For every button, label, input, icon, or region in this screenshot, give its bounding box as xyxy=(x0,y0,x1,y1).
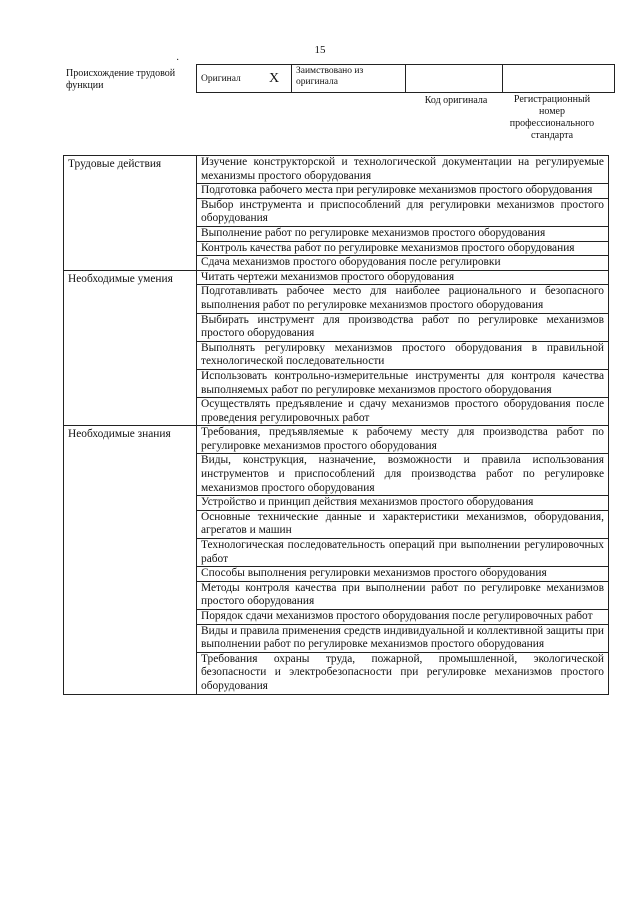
borrowed-cell: Заимствовано из оригинала xyxy=(292,65,406,93)
section-item: Порядок сдачи механизмов простого оборудования после регулировочных работ xyxy=(197,610,609,625)
section-item: Методы контроля качества при выполнении работ по регулировке механизмов простого оборудования xyxy=(197,581,609,609)
table-row xyxy=(64,270,609,285)
origin-label: Происхождение трудовой функции xyxy=(66,68,176,91)
section-item: Технологическая последовательность операций при выполнении регулировочных работ xyxy=(197,539,609,567)
section-item: Контроль качества работ по регулировке механизмов простого оборудования xyxy=(197,241,609,256)
section-item: Читать чертежи механизмов простого оборудования xyxy=(197,270,609,285)
section-item: Устройство и принцип действия механизмов простого оборудования xyxy=(197,496,609,511)
section-item: Подготовка рабочего места при регулировке механизмов простого оборудования xyxy=(197,184,609,199)
table-row xyxy=(64,156,609,184)
section-item: Выполнение работ по регулировке механизмов простого оборудования xyxy=(197,226,609,241)
section-item: Использовать контрольно-измерительные инструменты для контроля качества выполняемых работ по регулировке механизмов простого оборудования xyxy=(197,369,609,397)
section-item: Основные технические данные и характеристики механизмов, оборудования, агрегатов и машин xyxy=(197,510,609,538)
section-item: Выполнять регулировку механизмов простого оборудования в правильной технологической последовательности xyxy=(197,341,609,369)
section-item: Подготавливать рабочее место для наиболее рационального и безопасного выполнения работ по регулировке механизмов простого оборудования xyxy=(197,285,609,313)
origin-table xyxy=(196,64,615,93)
section-item: Выбор инструмента и приспособлений для регулировки механизмов простого оборудования xyxy=(197,198,609,226)
section-item: Требования, предъявляемые к рабочему месту для производства работ по регулировке механизмов простого оборудования xyxy=(197,426,609,454)
section-item: Виды и правила применения средств индивидуальной и коллективной защиты при выполнении работ по регулировке механизмов простого оборудования xyxy=(197,624,609,652)
section-item: Требования охраны труда, пожарной, промышленной, экологической безопасности и электробезопасности при регулировке механизмов простого оборудования xyxy=(197,652,609,694)
section-item: Способы выполнения регулировки механизмов простого оборудования xyxy=(197,567,609,582)
reg-number-cell xyxy=(503,65,615,93)
stray-mark: · xyxy=(176,55,180,66)
reg-number-label: Регистрационный номер профессионального стандарта xyxy=(509,94,595,141)
section-item: Сдача механизмов простого оборудования после регулировки xyxy=(197,256,609,271)
section-label: Необходимые умения xyxy=(64,270,197,426)
original-mark: X xyxy=(257,65,292,93)
section-item: Выбирать инструмент для производства работ по регулировке механизмов простого оборудования xyxy=(197,313,609,341)
section-item: Изучение конструкторской и технологической документации на регулируемые механизмы простого оборудования xyxy=(197,156,609,184)
table-row xyxy=(64,426,609,454)
section-item: Осуществлять предъявление и сдачу механизмов простого оборудования после проведения регулировочных работ xyxy=(197,398,609,426)
code-original-cell xyxy=(406,65,503,93)
section-label: Трудовые действия xyxy=(64,156,197,271)
function-table xyxy=(63,155,609,695)
code-original-label: Код оригинала xyxy=(424,95,488,106)
section-item: Виды, конструкция, назначение, возможности и правила использования инструментов и приспособлений для производства работ по регулировке механизмов простого оборудования xyxy=(197,454,609,496)
page-number: 15 xyxy=(314,44,326,56)
original-cell: Оригинал xyxy=(197,65,258,93)
section-label: Необходимые знания xyxy=(64,426,197,694)
